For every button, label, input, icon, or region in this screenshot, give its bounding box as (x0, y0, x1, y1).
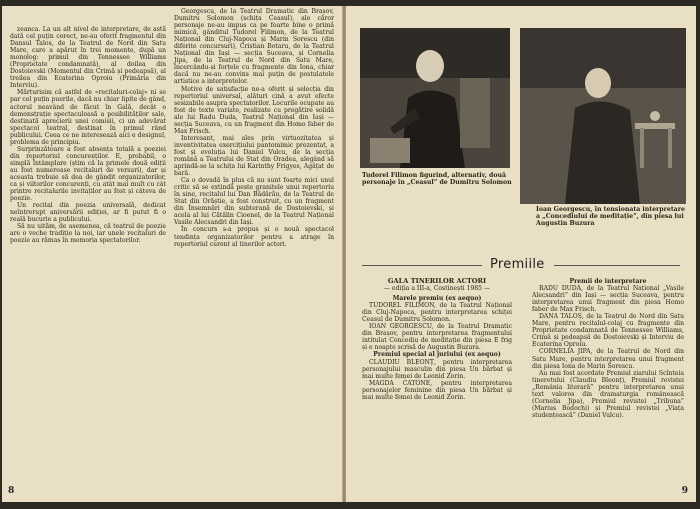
paragraph: Un recital din poezia universală, dedicat neîntrerupt aniversării ediției, ar fi putut fi o reală bucurie a publicului. (10, 202, 166, 224)
paragraph: Mărturisim că astfel de «recitaluri-colaj» ni se par cel puțin puerile, dacă nu chiar lipite de gând, actorul neavând de făcut în Gală, decât o demonstrație spectaculoasă a posibilităților sale, destinată aprecierii unei comisii, ci un adevărat spectacol teatral, destinat în primul rând publicului. Ceea ce ne interesează aici e designul, problema de principiu. (10, 89, 166, 146)
caption-photo-right: Ioan Georgescu, în tensionata interpretare a „Concediului de meditație”, din piesa lui Augustin Buzura (536, 206, 685, 227)
left-page (2, 6, 343, 502)
award-entry: TUDOREL FILIMON, de la Teatrul Național din Cluj-Napoca, pentru interpretarea schiței Ceasul de Dumitru Solomon. (362, 302, 512, 324)
gala-title: GALA TINERILOR ACTORI (387, 277, 487, 285)
stage-photo-right (520, 28, 686, 204)
awards-column-2 (532, 278, 684, 498)
award-entry: RADU DUDA, de la Teatrul Național „Vasile Alecsandri” din Iași — secția Suceava, pentru interpretarea unui fragment din piesa Homo faber de Max Frisch. (532, 285, 684, 314)
photo-tudorel-filimon (360, 28, 510, 168)
award-entry: DANA TALOȘ, de la Teatrul de Nord din Satu Mare, pentru recitalul-colaj cu fragmente din Proprietate condamnată de Tennessee Williams, Crimă și pedeapsă de Dostoievski și Interviu de Ecaterina Oproiu. (532, 313, 684, 349)
award-entry: Au mai fost acordate Premiul ziarului Scînteia tineretului (Claudiu Bleonț), Premiul revistei „România literară” pentru interpretarea unui text valoros din dramaturgia românească (Cornelia Jipa), Premiul revistei „Tribuna” (Marius Bodochi) și Premiul revistei „Viața studențească” (Daniel Vulcu). (532, 369, 684, 419)
award-entry: IOAN GEORGESCU, de la Teatrul Dramatic din Brașov, pentru interpretarea fragmentului intitulat Concediu de meditație din piesa E frig și e noapte scrisă de Augustin Buzura. (362, 323, 512, 352)
caption-photo-left: Tudorel Filimon figurind, alternativ, două personaje în „Ceasul” de Dumitru Solomon (362, 172, 512, 186)
right-page (346, 6, 696, 502)
paragraph: În concurs s-a propus și o nouă spectacol tendința organizatorilor pentru a atrage în repertoriul curent al tinerilor actori. (174, 226, 334, 248)
paragraph: zeanca. La un alt nivel de interpretare, de astă dată cel puțin corect, ne-au oferit fragmentul din Dansul Talos, de la Teatrul de Nord din Satu Mare, care a apărut în trei momente, după un monolog: primul din Tennessee Williams (Proprietate condamnată), al doilea din Dostoievski (Momentul din Crimă și pedeapsă), al treilea din Ecaterina Oproiu (Primăria din Interviu). (10, 26, 166, 90)
awards-column-1 (362, 278, 512, 498)
divider-right (554, 265, 680, 266)
gala-subtitle: — ediția a III-a, Costinești 1985 — (383, 285, 491, 293)
award-category: Premii de interpretare (569, 278, 647, 285)
paragraph: Să nu uităm, de asemenea, că teatrul de poezie are o veche tradiție la noi, iar unele recitaluri de poezie au rămas în memoria spectatorilor. (10, 223, 166, 245)
award-category: Marele premiu (ex aequo) (392, 295, 482, 303)
page-number-left: 8 (8, 486, 15, 496)
paragraph: Surprinzătoare a fost absența totală a poeziei din repertoriul concurenților. E, probabil, o simplă întâmplare (știm că la primele două ediții au fost numeroase recitaluri de versuri), dar și aceasta trebuie să dea de gândit organizatorilor, ca și viitorilor concurenți, cu atât mai mult cu cât printre recitalurile invitaților au fost și câteva de poezie. (10, 145, 166, 203)
award-category: Premiul special al juriului (ex aequo) (373, 351, 501, 359)
award-entry: CORNELIA JIPA, de la Teatrul de Nord din Satu Mare, pentru interpretarea unui fragment din piesa Iona de Marin Sorescu. (532, 348, 684, 370)
award-entry: CLAUDIU BLEONȚ, pentru interpretarea personajului masculin din piesa Un bărbat și mai multe femei de Leonid Zorin. (362, 358, 512, 380)
stage-photo-left (360, 28, 510, 168)
section-heading-premiile: Premiile (490, 257, 545, 272)
paragraph: Interesant, mai ales prin virtuozitatea și inventivitatea exercițiului pantomimic prezentat, a fost și evoluția lui Daniel Vulcu, de la secția română a Teatrului de Stat din Oradea, alegând să aprindă-se la schița lui Karinthy Frigyes, Agâțat de bară. (174, 134, 334, 178)
left-column-2 (174, 8, 334, 478)
paragraph: Georgescu, de la Teatrul Dramatic din Brașov, Dumitru Solomon (schița Ceasul), ale căror personaje ne-au impus ca pe foarte bine o primă mimică, gânditul Tudorel Filimon, de la Teatrul Național din Cluj-Napoca și Marin Sorescu (din diferite concursuri), Cristian Botaru, de la Teatrul Național din Iași — secția Suceava, și Cornelia Jipa, de la Teatrul de Nord din Satu Mare, încercându-și forțele cu fragmente din Iona, chiar dacă nu ne-au convins mai puțin de postulatele artistice a interpretelor. (174, 8, 334, 86)
paragraph: Ca o dovadă în plus că nu sunt foarte mici unul critic să se extindă peste granițele unui repertoriu în sine, recitalul lui Dan Bădărău, de la Teatrul de Stat din Orăștie, a fost construit, cu un fragment din Însemnări din subterană de Dostoievski, și acela al lui Cătălin Cioenel, de la Teatrul Național Vasile Alecsandri din Iași. (174, 177, 334, 227)
page-number-right: 9 (681, 486, 688, 496)
photo-ioan-georgescu (520, 28, 686, 204)
left-column-1 (10, 26, 166, 496)
award-entry: MAGDA CATONE, pentru interpretarea personajelor feminine din piesa Un bărbat și mai multe femei de Leonid Zorin. (362, 379, 512, 401)
divider-left (362, 265, 482, 266)
paragraph: Motive de satisfacție ne-a oferit și selecția din repertoriul universal, alături cină a avut efecte sesizabile asupra spectatorilor. Locurile ocupate au fost de texte variate, realizate cu pregătire solidă ale lui Radu Duda, Teatrul Național din Iași — secția Suceava, cu un fragment din Homo faber de Max Frisch. (174, 85, 334, 135)
